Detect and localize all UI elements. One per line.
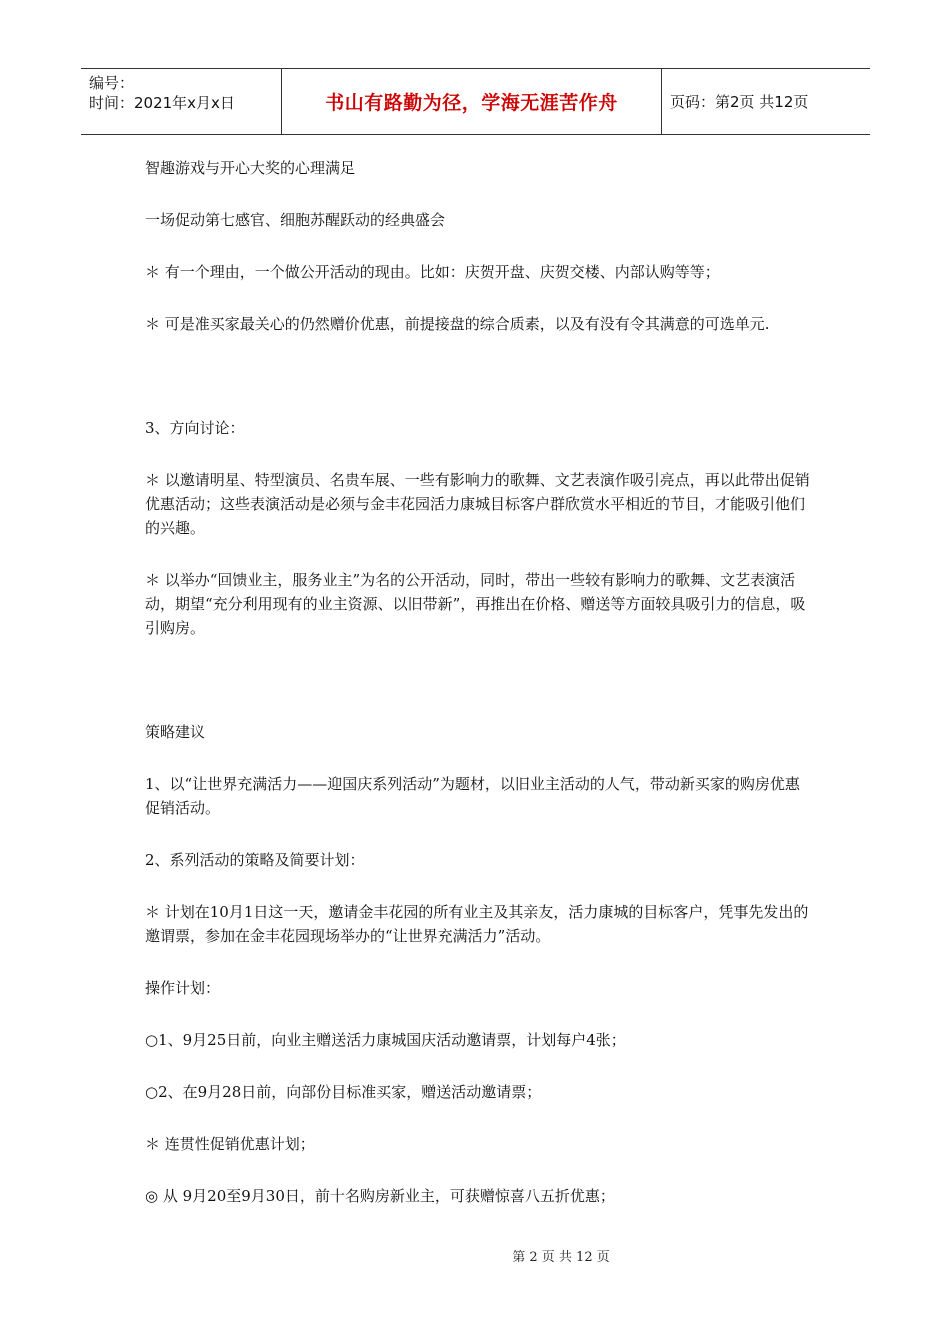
plan-item-1: ○1、9月25日前，向业主赠送活力康城国庆活动邀请票，计划每户4张； <box>145 1031 626 1049</box>
section-heading-direction: 3、方向讨论： <box>145 419 245 437</box>
paragraph-1: 智趣游戏与开心大奖的心理满足 <box>145 159 356 177</box>
header-motto: 书山有路勤为径，学海无涯苦作舟 <box>281 69 662 134</box>
paragraph-2: 一场促动第七感官、细胞苏醒跃动的经典盛会 <box>145 211 446 229</box>
time-label: 时间：2021年x月x日 <box>89 94 235 112</box>
header-meta <box>81 69 281 134</box>
paragraph-9: ＊ 计划在10月1日这一天，邀请金丰花园的所有业主及其亲友，活力康城的目标客户，凭事先发出的邀谓票，参加在金丰花园现场举办的“让世界充满活力”活动。 <box>145 903 809 945</box>
footer-page-number: 第 2 页 共 12 页 <box>512 1250 610 1265</box>
paragraph-5: ＊ 以邀请明星、特型演员、名贵车展、一些有影响力的歌舞、文艺表演作吸引亮点，再以此带出促销优惠活动；这些表演活动是必须与金丰花园活力康城目标客户群欣赏水平相近的节目，才能吸引他们的兴趣。 <box>145 471 810 537</box>
document-header <box>81 68 870 135</box>
operation-plan-heading: 操作计划： <box>145 979 221 997</box>
promo-plan-heading: ＊ 连贯性促销优惠计划； <box>145 1135 315 1153</box>
paragraph-7: 1、以“让世界充满活力——迎国庆系列活动”为题材，以旧业主活动的人气，带动新买家的购房优惠促销活动。 <box>145 775 800 817</box>
code-label: 编号： <box>89 74 135 92</box>
header-page-info: 页码：第2页 共12页 <box>670 93 809 111</box>
page-footer <box>0 1246 950 1265</box>
document-body <box>145 156 810 1208</box>
section-heading-strategy: 策略建议 <box>145 723 206 741</box>
paragraph-3: ＊ 有一个理由，一个做公开活动的现由。比如：庆贺开盘、庆贺交楼、内部认购等等； <box>145 263 720 281</box>
promo-item-1: ◎ 从 9月20至9月30日，前十名购房新业主，可获赠惊喜八五折优惠； <box>145 1187 615 1205</box>
paragraph-4: ＊ 可是准买家最关心的仍然赠价优惠，前提接盘的综合质素，以及有没有令其满意的可选单元. <box>145 315 770 333</box>
plan-item-2: ○2、在9月28日前，向部份目标准买家，赠送活动邀请票； <box>145 1083 542 1101</box>
paragraph-6: ＊ 以举办“回馈业主，服务业主”为名的公开活动，同时，带出一些较有影响力的歌舞、文艺表演活动，期望“充分利用现有的业主资源、以旧带新”，再推出在价格、赠送等方面较具吸引力的信息，吸引购房。 <box>145 571 806 637</box>
paragraph-8: 2、系列活动的策略及简要计划： <box>145 851 365 869</box>
